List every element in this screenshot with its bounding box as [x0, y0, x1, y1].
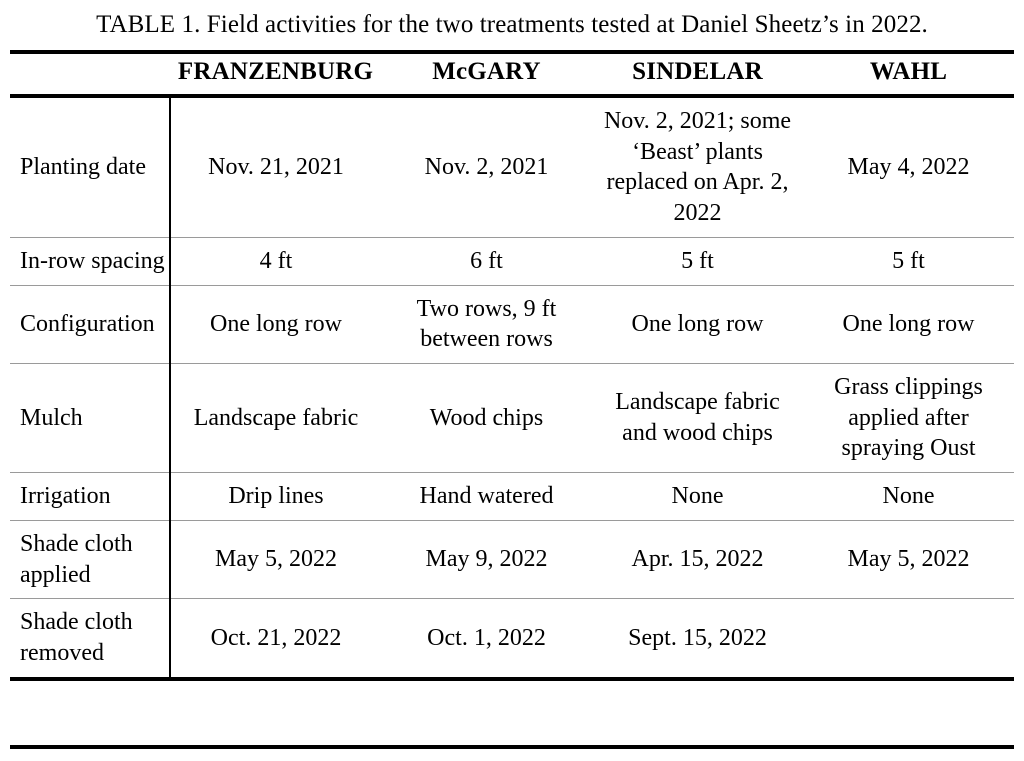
table-cell: May 5, 2022: [803, 520, 1014, 598]
table-cell: Nov. 21, 2021: [170, 96, 381, 237]
table-cell: None: [803, 473, 1014, 521]
column-header-wahl: WAHL: [803, 52, 1014, 96]
table-caption: TABLE 1. Field activities for the two treatments tested at Daniel Sheetz’s in 2022.: [96, 11, 928, 38]
table-row: [10, 473, 1014, 521]
table-header-row: [10, 52, 1014, 96]
table-cell: 6 ft: [381, 237, 592, 285]
column-header-mcgary: McGARY: [381, 52, 592, 96]
table-cell: One long row: [170, 285, 381, 363]
table-row: [10, 599, 1014, 679]
table-cell: Grass clippings applied after spraying Oust: [803, 364, 1014, 473]
column-header-sindelar: SINDELAR: [592, 52, 803, 96]
table-cell: Landscape fabric and wood chips: [592, 364, 803, 473]
bottom-rule: [10, 745, 1014, 749]
table-cell: 4 ft: [170, 237, 381, 285]
table-cell: Hand watered: [381, 473, 592, 521]
table-row: [10, 96, 1014, 237]
table-cell: One long row: [592, 285, 803, 363]
row-label: Shade cloth removed: [10, 599, 170, 679]
table-cell: 5 ft: [592, 237, 803, 285]
row-label: Mulch: [10, 364, 170, 473]
table-cell: Oct. 21, 2022: [170, 599, 381, 679]
table-cell: 5 ft: [803, 237, 1014, 285]
table-cell: Sept. 15, 2022: [592, 599, 803, 679]
column-header-franzenburg: FRANZENBURG: [170, 52, 381, 96]
table-cell: [803, 599, 1014, 679]
row-label: Planting date: [10, 96, 170, 237]
table-cell: Nov. 2, 2021; some ‘Beast’ plants replaced on Apr. 2, 2022: [592, 96, 803, 237]
table-cell: None: [592, 473, 803, 521]
row-label: Configuration: [10, 285, 170, 363]
table-row: [10, 364, 1014, 473]
table-row: [10, 285, 1014, 363]
table-cell: Apr. 15, 2022: [592, 520, 803, 598]
row-label: Irrigation: [10, 473, 170, 521]
table-cell: May 9, 2022: [381, 520, 592, 598]
row-label: Shade cloth applied: [10, 520, 170, 598]
table-cell: May 5, 2022: [170, 520, 381, 598]
table-cell: Landscape fabric: [170, 364, 381, 473]
table-cell: Drip lines: [170, 473, 381, 521]
table-row: [10, 237, 1014, 285]
field-activities-table: [10, 50, 1014, 681]
column-header-rowlabel: [10, 52, 170, 96]
table-cell: Nov. 2, 2021: [381, 96, 592, 237]
table-cell: May 4, 2022: [803, 96, 1014, 237]
table-row: [10, 520, 1014, 598]
table-cell: One long row: [803, 285, 1014, 363]
table-cell: Wood chips: [381, 364, 592, 473]
row-label: In-row spacing: [10, 237, 170, 285]
table-cell: Oct. 1, 2022: [381, 599, 592, 679]
table-cell: Two rows, 9 ft between rows: [381, 285, 592, 363]
